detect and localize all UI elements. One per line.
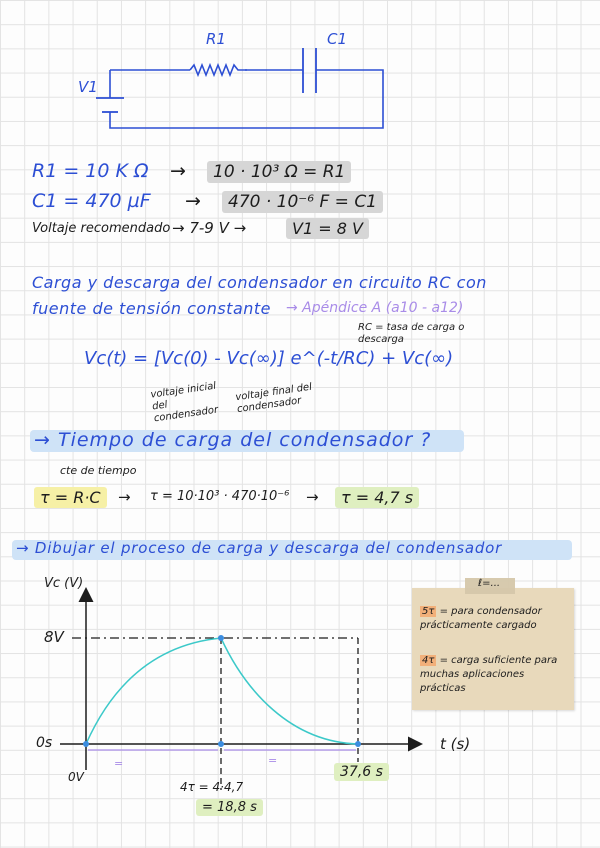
sticky-line-2-text: = carga suficiente para muchas aplicaciones prácticas: [420, 655, 558, 694]
r1-value: R1 = 10 K Ω: [32, 160, 149, 182]
voltage-range: → 7-9 V →: [172, 219, 247, 237]
sticky-line-1: [420, 605, 570, 633]
sticky-4tau: 4τ: [422, 655, 435, 666]
section1-title-line1: Carga y descarga del condensador en circuito RC con: [32, 273, 487, 292]
charge-curve: [86, 638, 221, 744]
x-axis-label: t (s): [440, 735, 471, 753]
note-initial-voltage: voltaje inicial del condensador: [149, 380, 219, 425]
origin-point: [83, 741, 89, 747]
tau4-result: = 18,8 s: [196, 799, 263, 816]
equal-mark-2: =: [268, 754, 278, 767]
r1-converted: 10 · 10³ Ω = R1: [207, 161, 351, 183]
c1-converted: 470 · 10⁻⁶ F = C1: [222, 191, 383, 213]
peak-point: [218, 635, 224, 641]
tau4-point: [218, 741, 224, 747]
end-point: [355, 741, 361, 747]
section1-title-line2: fuente de tensión constante: [32, 299, 271, 318]
y-axis-label: Vc (V): [44, 576, 84, 591]
tau-result-arrow: →: [306, 488, 319, 506]
equal-mark-1: =: [114, 757, 124, 770]
c1-arrow: →: [185, 190, 201, 212]
v1-label: V1: [78, 78, 98, 96]
tau-calculation: τ = 10·10³ · 470·10⁻⁶: [150, 489, 290, 504]
discharge-curve: [221, 638, 358, 744]
y-max-label: 8V: [44, 628, 64, 646]
sticky-5tau: 5τ: [422, 606, 435, 617]
sticky-line-2: [420, 654, 570, 696]
c1-label: C1: [327, 30, 348, 48]
c1-value: C1 = 470 µF: [32, 190, 151, 212]
r1-label: R1: [206, 30, 226, 48]
tau-definition: τ = R·C: [34, 487, 107, 508]
note-final-voltage: voltaje final del condensador: [234, 381, 313, 416]
time-constant-note: cte de tiempo: [60, 464, 137, 477]
sticky-line-1-text: = para condensador prácticamente cargado: [420, 606, 542, 631]
origin-label: 0s: [36, 735, 53, 751]
r1-arrow: →: [170, 160, 186, 182]
end-time-label: 37,6 s: [334, 763, 389, 781]
tau-arrow: →: [118, 488, 131, 506]
zero-v-label: 0V: [68, 770, 84, 784]
v1-value: V1 = 8 V: [286, 218, 369, 239]
tau4-label: 4τ = 4·4,7: [180, 780, 244, 794]
sticky-header: ℓ=...: [478, 578, 501, 589]
tau-result: τ = 4,7 s: [335, 487, 419, 508]
voltage-label: Voltaje recomendado: [32, 221, 171, 236]
section3-title: → Dibujar el proceso de carga y descarga del condensador: [16, 539, 503, 557]
appendix-reference: → Apéndice A (a10 - a12): [286, 300, 464, 316]
rc-formula: Vc(t) = [Vc(0) - Vc(∞)] e^(-t/RC) + Vc(∞): [84, 348, 454, 369]
section2-title: → Tiempo de carga del condensador ?: [34, 429, 432, 451]
rc-note: RC = tasa de carga o descarga: [358, 322, 465, 345]
